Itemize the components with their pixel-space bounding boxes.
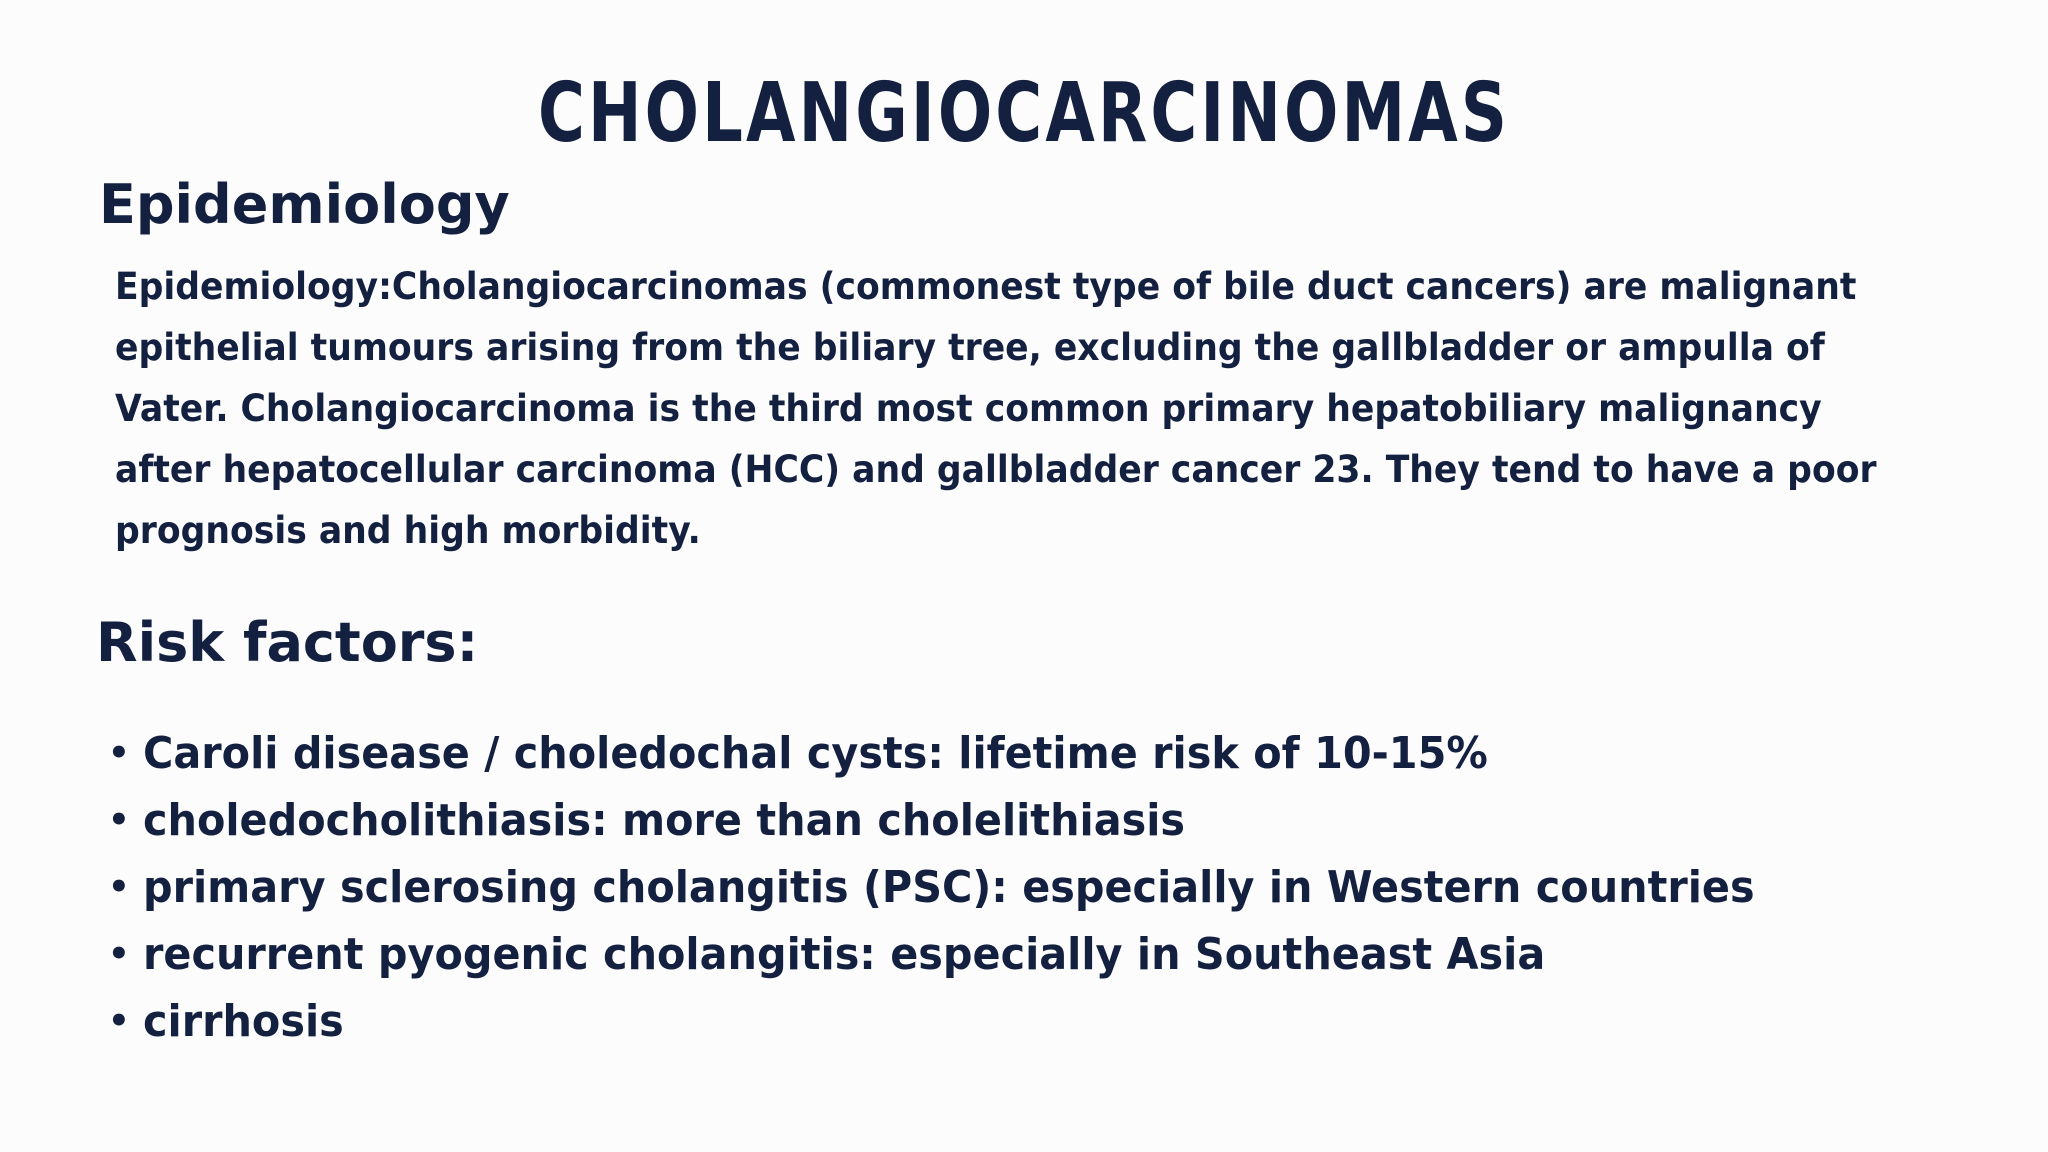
bullet-icon: • xyxy=(108,800,130,840)
paragraph-line: epithelial tumours arising from the biliary tree, excluding the gallbladder or ampulla of xyxy=(115,326,1825,369)
list-item xyxy=(108,988,1857,1055)
paragraph-line: after hepatocellular carcinoma (HCC) and gallbladder cancer 23. They tend to have a poor xyxy=(115,448,1877,491)
list-item-text: cirrhosis xyxy=(143,996,344,1047)
bullet-icon: • xyxy=(108,733,130,773)
bullet-icon: • xyxy=(108,867,130,907)
epidemiology-heading: Epidemiology xyxy=(99,173,510,236)
risk-factors-list xyxy=(108,720,1857,1055)
list-item-text: primary sclerosing cholangitis (PSC): especially in Western countries xyxy=(143,862,1755,913)
bullet-icon: • xyxy=(108,934,130,974)
risk-factors-heading: Risk factors: xyxy=(96,611,479,674)
bullet-icon: • xyxy=(108,1001,130,1041)
paragraph-line: Vater. Cholangiocarcinoma is the third most common primary hepatobiliary malignancy xyxy=(115,387,1822,430)
epidemiology-paragraph xyxy=(115,256,2045,561)
list-item xyxy=(108,720,1857,787)
paragraph-line: Epidemiology:Cholangiocarcinomas (commonest type of bile duct cancers) are malignant xyxy=(115,265,1857,308)
slide-title: CHOLANGIOCARCINOMAS xyxy=(537,66,1511,161)
list-item xyxy=(108,787,1857,854)
list-item-text: Caroli disease / choledochal cysts: lifetime risk of 10-15% xyxy=(143,728,1488,779)
list-item-text: recurrent pyogenic cholangitis: especially in Southeast Asia xyxy=(143,929,1546,980)
list-item-text: choledocholithiasis: more than cholelithiasis xyxy=(143,795,1186,846)
paragraph-line: prognosis and high morbidity. xyxy=(115,509,701,552)
list-item xyxy=(108,921,1857,988)
list-item xyxy=(108,854,1857,921)
